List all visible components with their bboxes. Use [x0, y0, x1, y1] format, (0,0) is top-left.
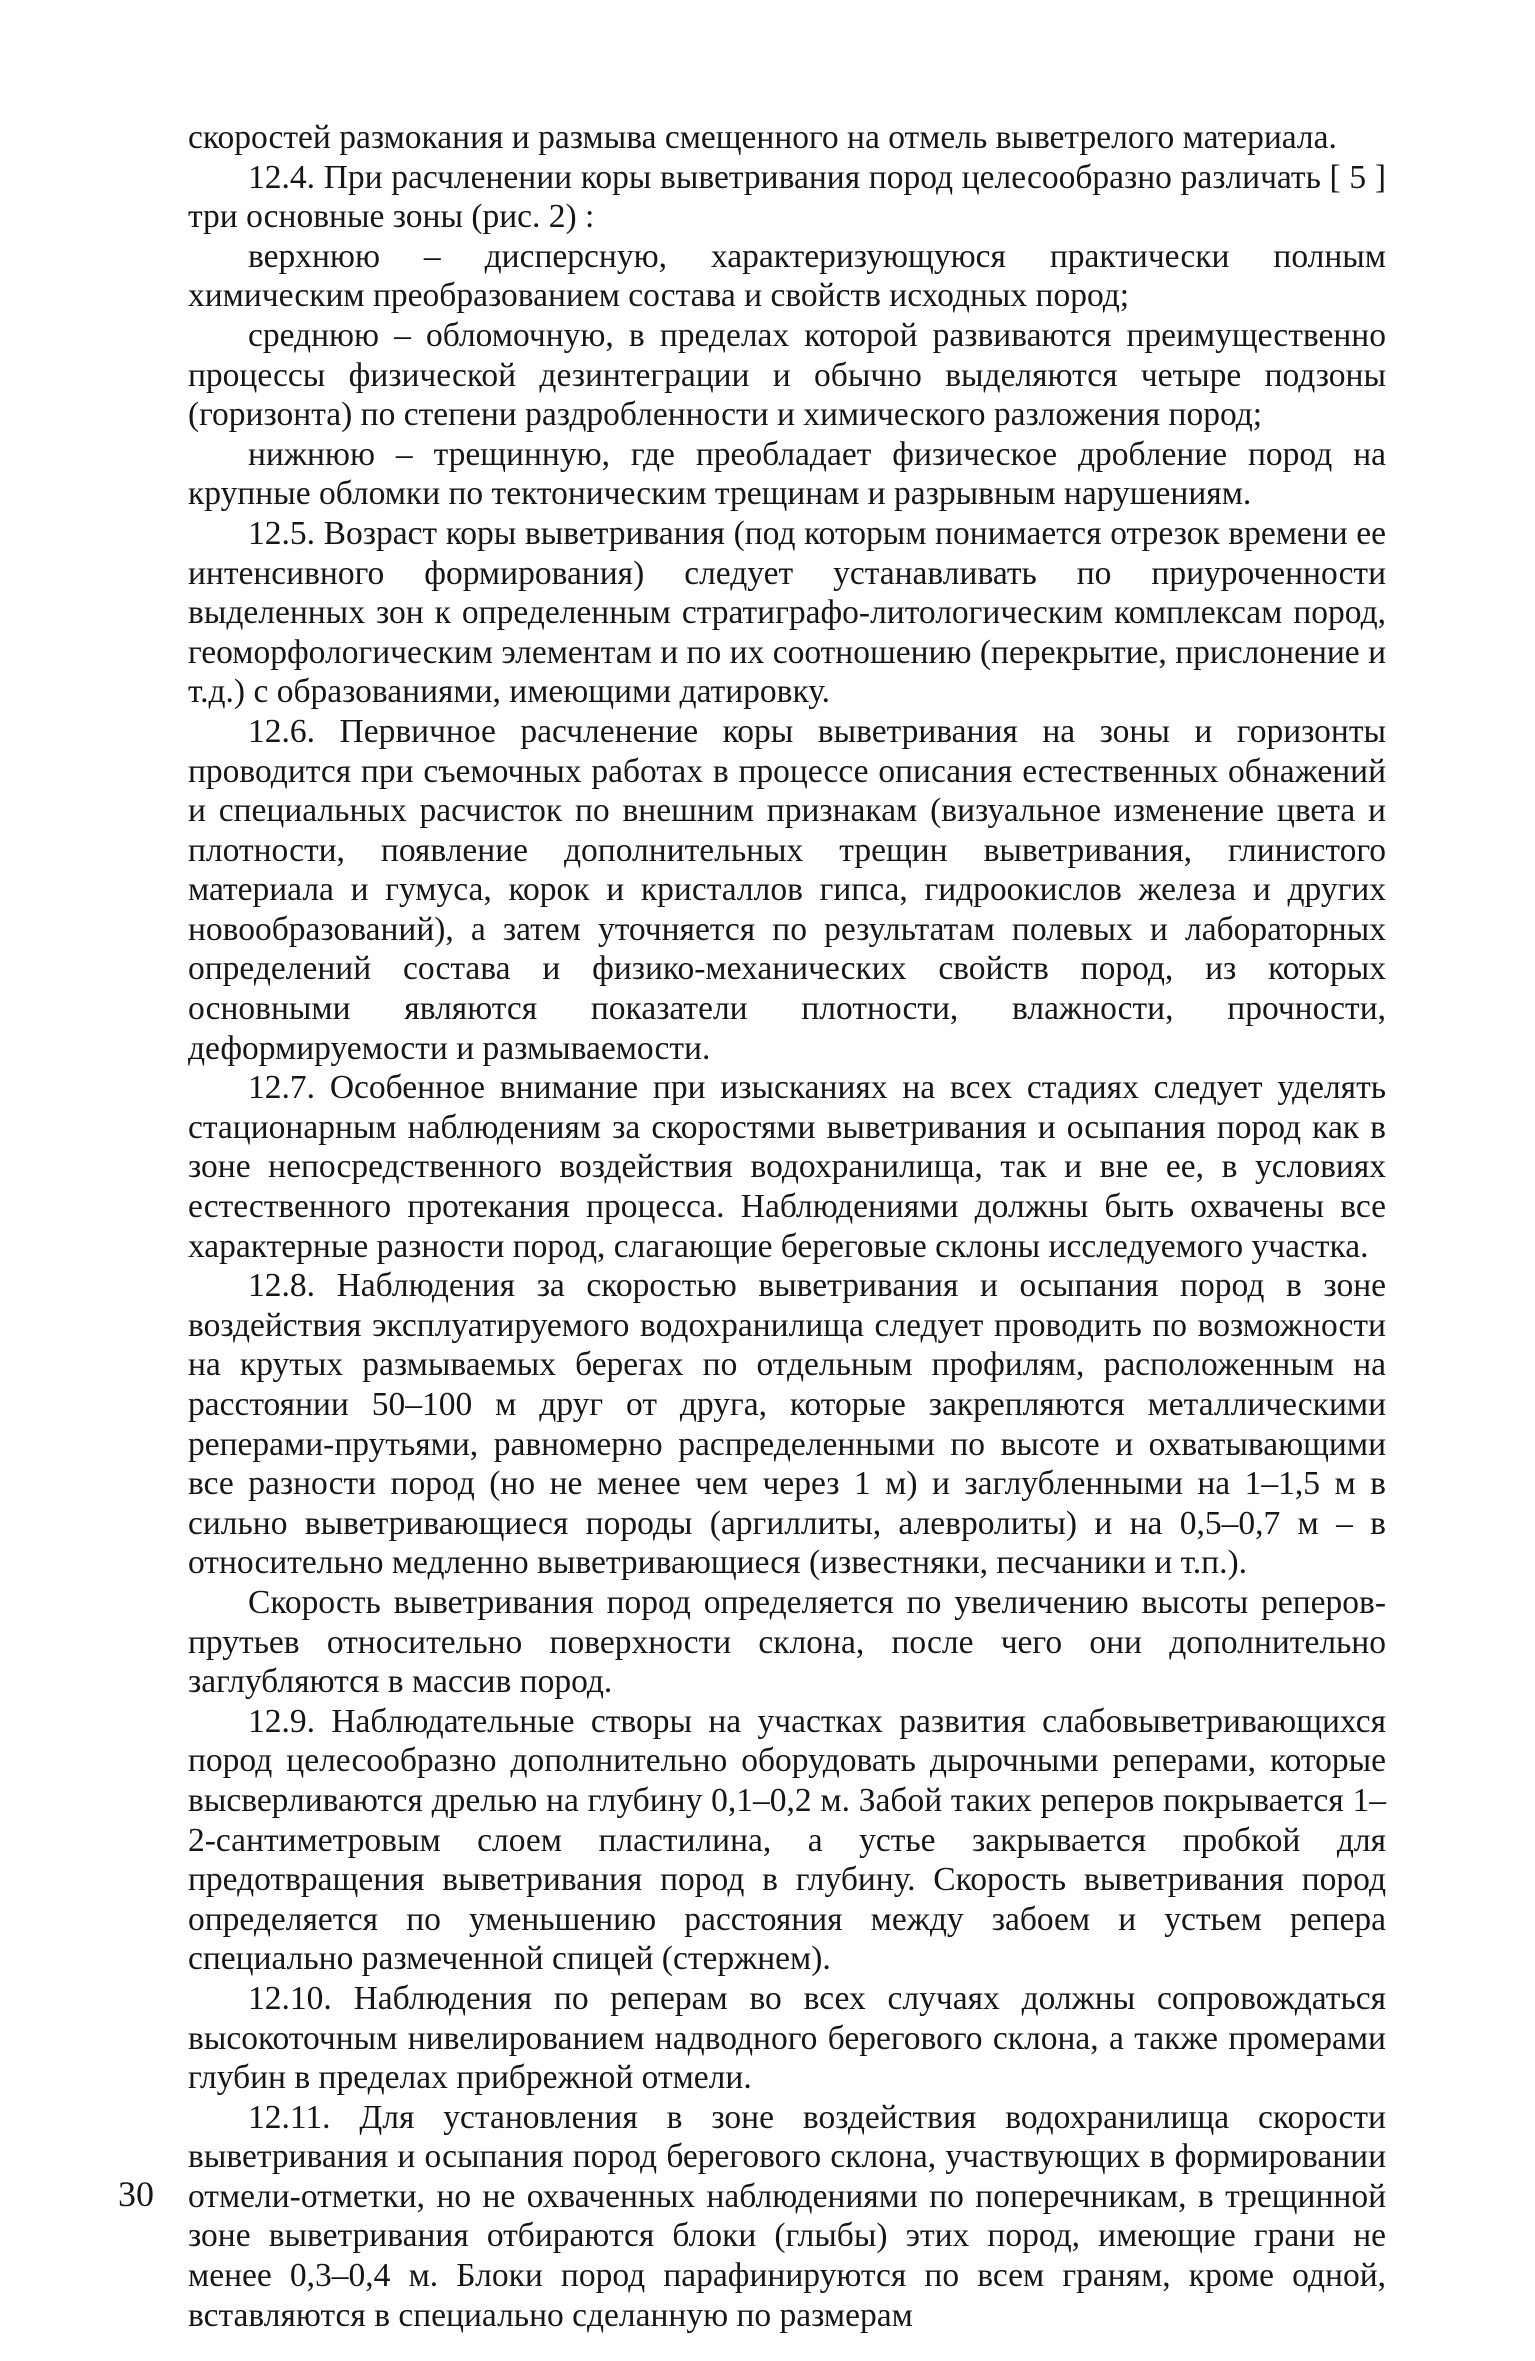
- page-text: [188, 118, 1386, 2335]
- page-number: 30: [118, 2174, 154, 2214]
- paragraph-12-9: 12.9. Наблюдательные створы на участках развития слабовыветривающихся пород целесообразно дополнительно оборудовать дырочными реперами, которые высверливаются дрелью на глубину 0,1–0,2 м. Забой таких реперов покрывается 1–2-сантиметровым слоем пластилина, а устье закрывается пробкой для предотвращения выветривания пород в глубину. Скорость выветривания пород определяется по уменьшению расстояния между забоем и устьем репера специально размеченной спицей (стержнем).: [188, 1702, 1386, 1978]
- paragraph-12-4: 12.4. При расчленении коры выветривания пород целесообразно различать [ 5 ] три основные зоны (рис. 2) :: [188, 158, 1386, 236]
- paragraph-weathering-rate: Скорость выветривания пород определяется по увеличению высоты реперов-прутьев относительно поверхности склона, после чего они дополнительно заглубляются в массив пород.: [188, 1583, 1386, 1701]
- paragraph-12-5: 12.5. Возраст коры выветривания (под которым понимается отрезок времени ее интенсивного формирования) следует устанавливать по приуроченности выделенных зон к определенным стратиграфо-литологическим комплексам пород, геоморфологическим элементам и по их соотношению (перекрытие, прислонение и т.д.) с образованиями, имеющими датировку.: [188, 514, 1386, 711]
- paragraph-12-10: 12.10. Наблюдения по реперам во всех случаях должны сопровождаться высокоточным нивелированием надводного берегового склона, а также промерами глубин в пределах прибрежной отмели.: [188, 1979, 1386, 2097]
- paragraph-upper-zone: верхнюю – дисперсную, характеризующуюся практически полным химическим преобразованием состава и свойств исходных пород;: [188, 237, 1386, 315]
- paragraph-lower-zone: нижнюю – трещинную, где преобладает физическое дробление пород на крупные обломки по тектоническим трещинам и разрывным нарушениям.: [188, 435, 1386, 513]
- paragraph-middle-zone: среднюю – обломочную, в пределах которой развиваются преимущественно процессы физической дезинтеграции и обычно выделяются четыре подзоны (горизонта) по степени раздробленности и химического разложения пород;: [188, 316, 1386, 434]
- paragraph-12-7: 12.7. Особенное внимание при изысканиях на всех стадиях следует уделять стационарным наблюдениям за скоростями выветривания и осыпания пород как в зоне непосредственного воздействия водохранилища, так и вне ее, в условиях естественного протекания процесса. Наблюдениями должны быть охвачены все характерные разности пород, слагающие береговые склоны исследуемого участка.: [188, 1069, 1386, 1265]
- paragraph-12-11: 12.11. Для установления в зоне воздействия водохранилища скорости выветривания и осыпания пород берегового склона, участвующих в формировании отмели-отметки, но не охваченных наблюдениями по поперечникам, в трещинной зоне выветривания отбираются блоки (глыбы) этих пород, имеющие грани не менее 0,3–0,4 м. Блоки пород парафинируются по всем граням, кроме одной, вставляются в специально сделанную по размерам: [188, 2098, 1386, 2334]
- paragraph-12-6: 12.6. Первичное расчленение коры выветривания на зоны и горизонты проводится при съемочных работах в процессе описания естественных обнажений и специальных расчисток по внешним признакам (визуальное изменение цвета и плотности, появление дополнительных трещин выветривания, глинистого материала и гумуса, корок и кристаллов гипса, гидроокислов железа и других новообразований), а затем уточняется по результатам полевых и лабораторных определений состава и физико-механических свойств пород, из которых основными являются показатели плотности, влажности, прочности, деформируемости и размываемости.: [188, 712, 1386, 1067]
- paragraph-12-8: 12.8. Наблюдения за скоростью выветривания и осыпания пород в зоне воздействия эксплуатируемого водохранилища следует проводить по возможности на крутых размываемых берегах по отдельным профилям, расположенным на расстоянии 50–100 м друг от друга, которые закрепляются металлическими реперами-прутьями, равномерно распределенными по высоте и охватывающими все разности пород (но не менее чем через 1 м) и заглубленными на 1–1,5 м в сильно выветривающиеся породы (аргиллиты, алевролиты) и на 0,5–0,7 м – в относительно медленно выветривающиеся (известняки, песчаники и т.п.).: [188, 1267, 1386, 1582]
- paragraph-continuation: скоростей размокания и размыва смещенного на отмель выветрелого материала.: [188, 119, 1337, 156]
